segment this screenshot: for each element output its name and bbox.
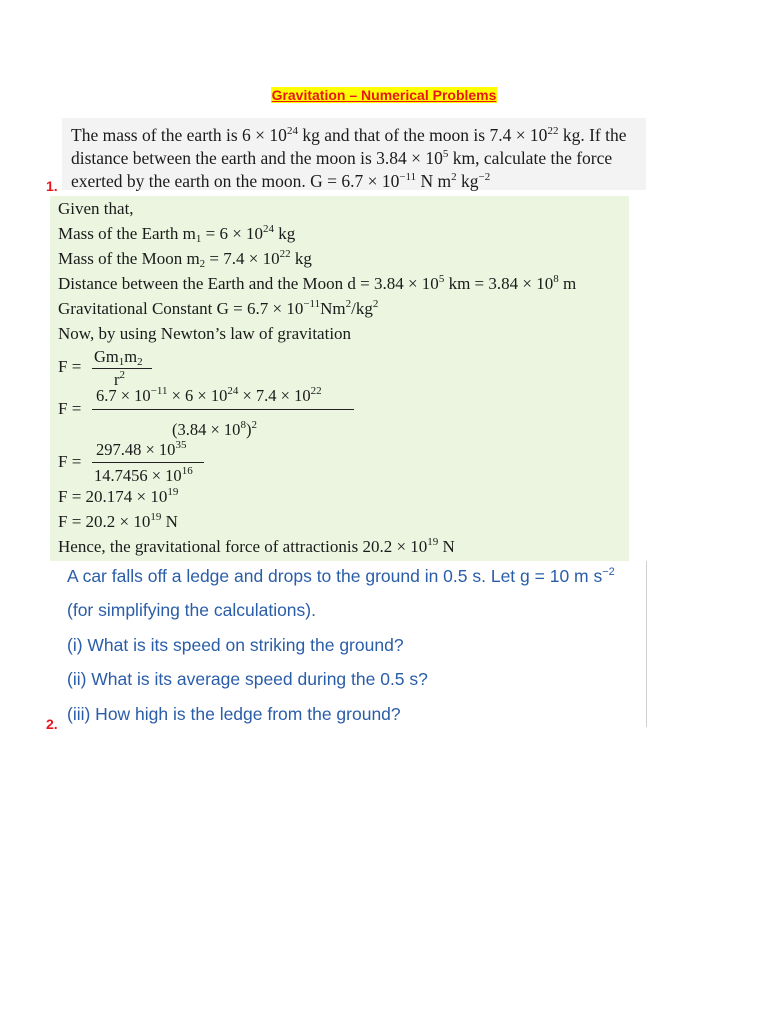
formula-3-lhs: F = <box>58 452 82 471</box>
earth-mass-line: Mass of the Earth $m_1 = 6 \times 10^{24}$ kg <box>58 223 296 245</box>
gravitational-constant-line: Gravitational Constant $G = 6.7 \times 10^{-11}Nm^2/kg^2$ <box>58 298 379 318</box>
formula-1-denominator: $r^2$ <box>114 369 125 389</box>
question-2-number: 2. <box>46 716 58 732</box>
question-2-part-iii: (iii) How high is the ledge from the ground? <box>67 704 401 724</box>
formula-3-numerator: $297.48 \times 10^{35}$ <box>96 439 187 459</box>
question-1-line-1: The mass of the earth is $6 \times 10^{24}$ kg and that of the moon is $7.4 \times 10^{22}$ kg. If the <box>71 125 627 145</box>
question-2-part-ii: (ii) What is its average speed during the 0.5 s? <box>67 669 428 689</box>
given-label: Given that, <box>58 199 134 218</box>
formula-3-denominator: $14.7456 \times 10^{16}$ <box>94 465 193 485</box>
page-title: Gravitation – Numerical Problems <box>271 87 497 103</box>
question-2-part-i: (i) What is its speed on striking the ground? <box>67 635 404 655</box>
conclusion-line: Hence, the gravitational force of attractionis $20.2 \times 10^{19}$ N <box>58 536 455 556</box>
moon-mass-line: Mass of the Moon $m_2 = 7.4 \times 10^{22}$ kg <box>58 248 312 270</box>
newton-law-line: Now, by using Newton’s law of gravitation <box>58 324 352 343</box>
question-1-number: 1. <box>46 178 58 194</box>
question-2-line-2: (for simplifying the calculations). <box>67 600 316 620</box>
question-1-line-2: distance between the earth and the moon is $3.84 \times 10^5$ km, calculate the force <box>71 148 613 168</box>
formula-2-numerator: $6.7 \times 10^{-11} \times 6 \times 10^{24} \times 7.4 \times 10^{22}$ <box>96 385 322 405</box>
formula-1-lhs: F = <box>58 357 82 376</box>
result-line-1: $F = 20.174 \times 10^{19}$ <box>58 486 179 506</box>
question-1-text <box>71 124 651 193</box>
formula-2-lhs: F = <box>58 399 82 418</box>
formula-1-numerator: $Gm_1m_2$ <box>94 347 143 368</box>
formula-2-denominator: $(3.84 \times 10^8)^2$ <box>172 419 257 439</box>
distance-line: Distance between the Earth and the Moon $d = 3.84 \times 10^5$ km = $3.84 \times 10^8$ m <box>58 273 577 293</box>
formula-2-fraction-bar <box>92 409 354 410</box>
formula-3-fraction-bar <box>92 462 204 463</box>
question-2-line-1: A car falls off a ledge and drops to the ground in 0.5 s. Let g = 10 m $s^{-2}$ <box>67 566 615 586</box>
result-line-2: $F = 20.2 \times 10^{19}$ N <box>58 511 178 531</box>
question-1-line-3: exerted by the earth on the moon. $G = 6.7 \times 10^{-11}$ N $m^2$ $kg^{-2}$ <box>71 171 491 191</box>
